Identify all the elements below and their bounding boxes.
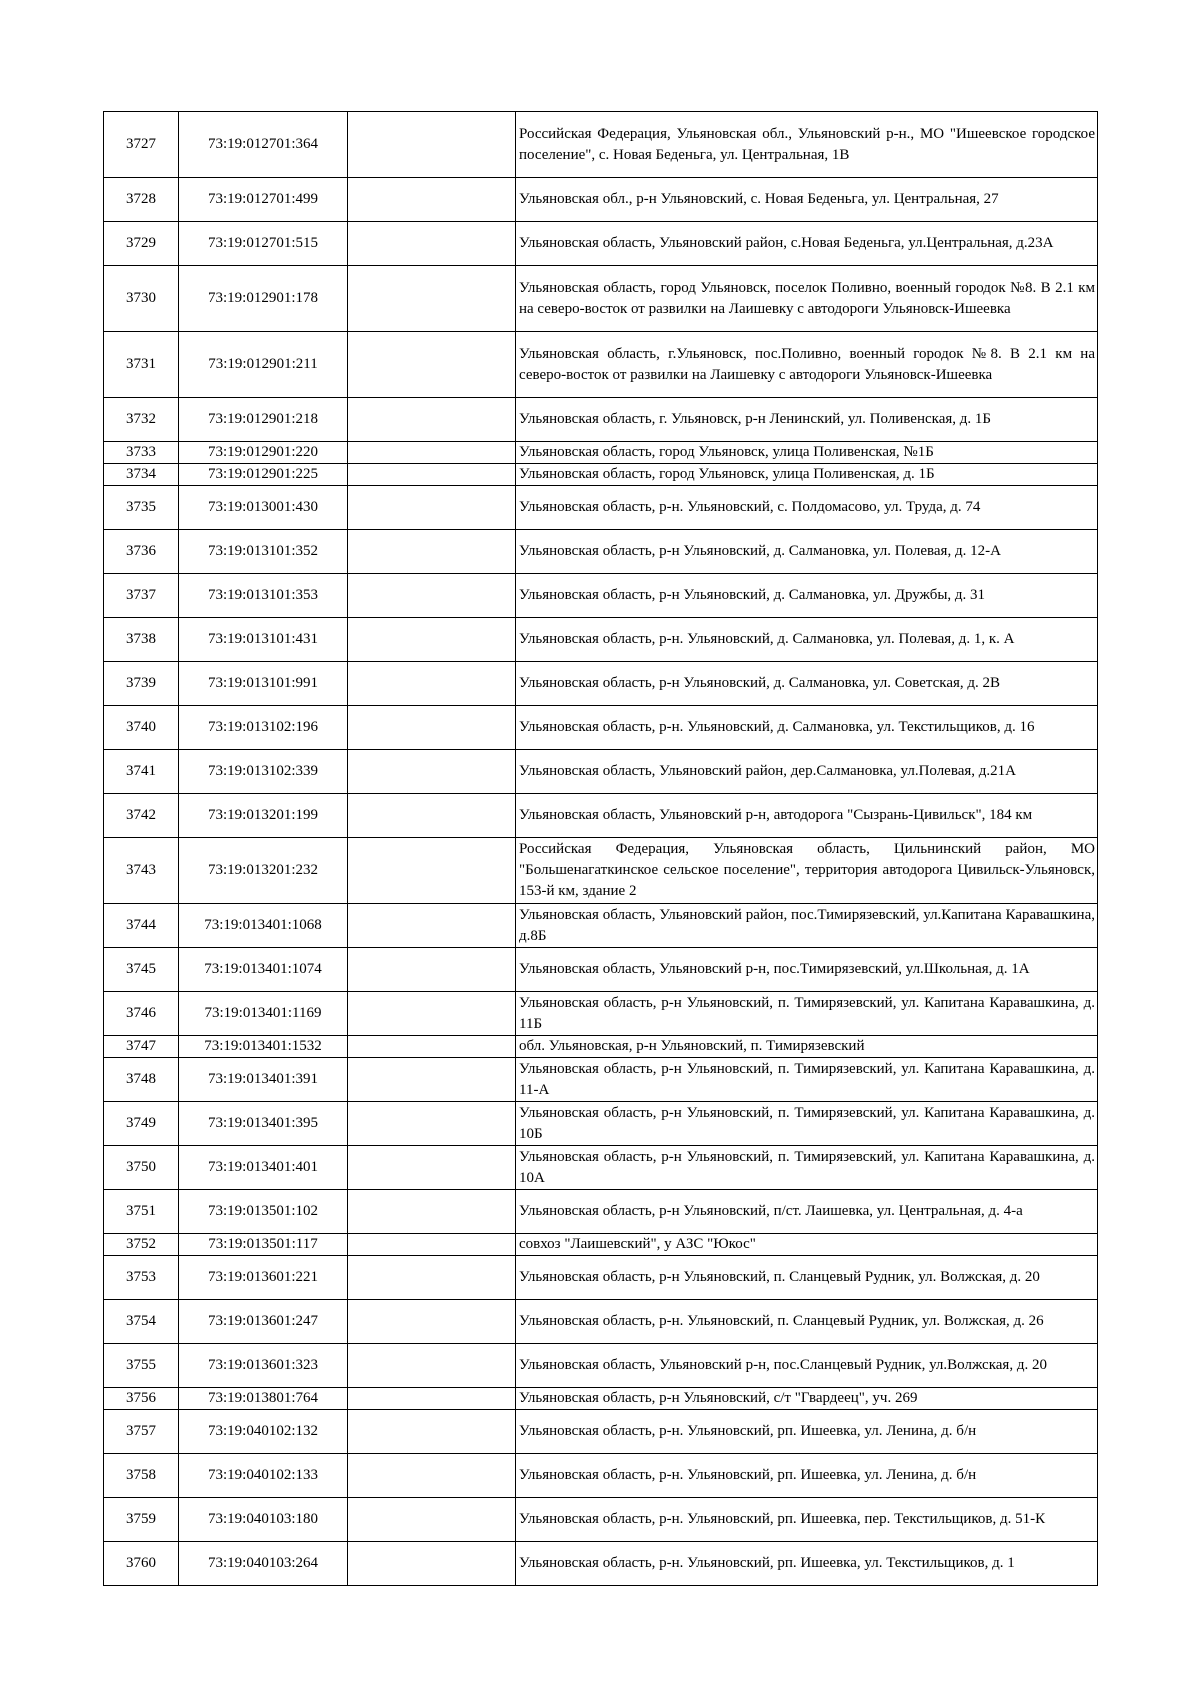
- object-name-cell: [348, 398, 516, 442]
- cadastral-number-cell: 73:19:040103:264: [179, 1542, 348, 1586]
- address-cell: Ульяновская область, Ульяновский район, пос.Тимирязевский, ул.Капитана Каравашкина, д.8Б: [516, 904, 1098, 948]
- table-row: [104, 1102, 1098, 1146]
- table-row: [104, 1058, 1098, 1102]
- table-row: [104, 1454, 1098, 1498]
- cadastral-number-cell: 73:19:013101:353: [179, 574, 348, 618]
- object-name-cell: [348, 178, 516, 222]
- table-row: [104, 464, 1098, 486]
- cadastral-number-cell: 73:19:013101:352: [179, 530, 348, 574]
- table-row: [104, 662, 1098, 706]
- address-cell: Ульяновская область, Ульяновский р-н, автодорога "Сызрань-Цивильск", 184 км: [516, 794, 1098, 838]
- address-cell: Ульяновская область, р-н Ульяновский, п. Тимирязевский, ул. Капитана Каравашкина, д. 10Б: [516, 1102, 1098, 1146]
- address-cell: Ульяновская область, Ульяновский р-н, пос.Тимирязевский, ул.Школьная, д. 1А: [516, 948, 1098, 992]
- address-cell: Российская Федерация, Ульяновская обл., Ульяновский р-н., МО "Ишеевское городское поселение", с. Новая Беденьга, ул. Центральная, 1В: [516, 112, 1098, 178]
- cadastral-number-cell: 73:19:013601:221: [179, 1256, 348, 1300]
- object-name-cell: [348, 1256, 516, 1300]
- row-number-cell: 3745: [104, 948, 179, 992]
- address-cell: Ульяновская область, р-н Ульяновский, д. Салмановка, ул. Советская, д. 2В: [516, 662, 1098, 706]
- object-name-cell: [348, 1234, 516, 1256]
- address-cell: Ульяновская область, город Ульяновск, улица Поливенская, №1Б: [516, 442, 1098, 464]
- cadastral-number-cell: 73:19:013102:196: [179, 706, 348, 750]
- address-cell: Ульяновская область, г. Ульяновск, р-н Ленинский, ул. Поливенская, д. 1Б: [516, 398, 1098, 442]
- row-number-cell: 3734: [104, 464, 179, 486]
- cadastral-number-cell: 73:19:040102:132: [179, 1410, 348, 1454]
- address-cell: Российская Федерация, Ульяновская область, Цильнинский район, МО "Большенагаткинское сельское поселение", территория автодорога Цивильск-Ульяновск, 153-й км, здание 2: [516, 838, 1098, 904]
- address-cell: Ульяновская область, Ульяновский р-н, пос.Сланцевый Рудник, ул.Волжская, д. 20: [516, 1344, 1098, 1388]
- cadastral-number-cell: 73:19:013401:1074: [179, 948, 348, 992]
- table-row: [104, 948, 1098, 992]
- row-number-cell: 3749: [104, 1102, 179, 1146]
- cadastral-number-cell: 73:19:013401:1169: [179, 992, 348, 1036]
- address-cell: Ульяновская область, р-н. Ульяновский, д. Салмановка, ул. Полевая, д. 1, к. А: [516, 618, 1098, 662]
- object-name-cell: [348, 442, 516, 464]
- address-cell: Ульяновская область, р-н Ульяновский, д. Салмановка, ул. Полевая, д. 12-А: [516, 530, 1098, 574]
- row-number-cell: 3731: [104, 332, 179, 398]
- row-number-cell: 3738: [104, 618, 179, 662]
- object-name-cell: [348, 1388, 516, 1410]
- row-number-cell: 3755: [104, 1344, 179, 1388]
- table-row: [104, 178, 1098, 222]
- row-number-cell: 3741: [104, 750, 179, 794]
- table-row: [104, 442, 1098, 464]
- cadastral-number-cell: 73:19:013601:323: [179, 1344, 348, 1388]
- object-name-cell: [348, 464, 516, 486]
- address-cell: Ульяновская область, г.Ульяновск, пос.Поливно, военный городок №8. В 2.1 км на северо-восток от развилки на Лаишевку с автодороги Ульяновск-Ишеевка: [516, 332, 1098, 398]
- row-number-cell: 3760: [104, 1542, 179, 1586]
- cadastral-number-cell: 73:19:012901:218: [179, 398, 348, 442]
- row-number-cell: 3733: [104, 442, 179, 464]
- table-row: [104, 1344, 1098, 1388]
- object-name-cell: [348, 486, 516, 530]
- cadastral-number-cell: 73:19:013401:401: [179, 1146, 348, 1190]
- row-number-cell: 3743: [104, 838, 179, 904]
- address-cell: Ульяновская область, р-н. Ульяновский, рп. Ишеевка, ул. Ленина, д. б/н: [516, 1410, 1098, 1454]
- table-row: [104, 1542, 1098, 1586]
- row-number-cell: 3744: [104, 904, 179, 948]
- cadastral-number-cell: 73:19:012701:499: [179, 178, 348, 222]
- cadastral-number-cell: 73:19:013401:395: [179, 1102, 348, 1146]
- cadastral-number-cell: 73:19:040102:133: [179, 1454, 348, 1498]
- cadastral-number-cell: 73:19:012901:211: [179, 332, 348, 398]
- row-number-cell: 3752: [104, 1234, 179, 1256]
- row-number-cell: 3751: [104, 1190, 179, 1234]
- cadastral-number-cell: 73:19:013201:199: [179, 794, 348, 838]
- address-cell: Ульяновская область, р-н Ульяновский, п/ст. Лаишевка, ул. Центральная, д. 4-а: [516, 1190, 1098, 1234]
- object-name-cell: [348, 530, 516, 574]
- table-row: [104, 1146, 1098, 1190]
- row-number-cell: 3735: [104, 486, 179, 530]
- row-number-cell: 3759: [104, 1498, 179, 1542]
- object-name-cell: [348, 1498, 516, 1542]
- table-row: [104, 486, 1098, 530]
- cadastral-number-cell: 73:19:012901:225: [179, 464, 348, 486]
- object-name-cell: [348, 706, 516, 750]
- table-row: [104, 1410, 1098, 1454]
- address-cell: Ульяновская область, р-н. Ульяновский, рп. Ишеевка, ул. Ленина, д. б/н: [516, 1454, 1098, 1498]
- row-number-cell: 3750: [104, 1146, 179, 1190]
- row-number-cell: 3729: [104, 222, 179, 266]
- object-name-cell: [348, 1058, 516, 1102]
- table-row: [104, 398, 1098, 442]
- row-number-cell: 3758: [104, 1454, 179, 1498]
- cadastral-number-cell: 73:19:013001:430: [179, 486, 348, 530]
- address-cell: обл. Ульяновская, р-н Ульяновский, п. Тимирязевский: [516, 1036, 1098, 1058]
- address-cell: Ульяновская область, р-н. Ульяновский, рп. Ишеевка, пер. Текстильщиков, д. 51-К: [516, 1498, 1098, 1542]
- object-name-cell: [348, 112, 516, 178]
- table-row: [104, 1234, 1098, 1256]
- address-cell: Ульяновская область, р-н Ульяновский, п. Тимирязевский, ул. Капитана Каравашкина, д. 11Б: [516, 992, 1098, 1036]
- table-row: [104, 222, 1098, 266]
- object-name-cell: [348, 222, 516, 266]
- address-cell: Ульяновская область, город Ульяновск, улица Поливенская, д. 1Б: [516, 464, 1098, 486]
- cadastral-number-cell: 73:19:040103:180: [179, 1498, 348, 1542]
- address-cell: Ульяновская область, р-н Ульяновский, д. Салмановка, ул. Дружбы, д. 31: [516, 574, 1098, 618]
- address-cell: Ульяновская область, Ульяновский район, дер.Салмановка, ул.Полевая, д.21А: [516, 750, 1098, 794]
- object-name-cell: [348, 1146, 516, 1190]
- table-body: [104, 112, 1098, 1586]
- row-number-cell: 3746: [104, 992, 179, 1036]
- object-name-cell: [348, 1036, 516, 1058]
- cadastral-number-cell: 73:19:013501:117: [179, 1234, 348, 1256]
- table-row: [104, 1036, 1098, 1058]
- cadastral-number-cell: 73:19:013601:247: [179, 1300, 348, 1344]
- table-row: [104, 112, 1098, 178]
- table-row: [104, 992, 1098, 1036]
- address-table: [103, 111, 1098, 1586]
- table-row: [104, 1388, 1098, 1410]
- address-cell: Ульяновская область, р-н Ульяновский, п. Тимирязевский, ул. Капитана Каравашкина, д. 11-А: [516, 1058, 1098, 1102]
- address-cell: Ульяновская область, р-н. Ульяновский, д. Салмановка, ул. Текстильщиков, д. 16: [516, 706, 1098, 750]
- row-number-cell: 3757: [104, 1410, 179, 1454]
- address-cell: Ульяновская область, р-н Ульяновский, п. Тимирязевский, ул. Капитана Каравашкина, д. 10А: [516, 1146, 1098, 1190]
- table-row: [104, 838, 1098, 904]
- table-row: [104, 750, 1098, 794]
- cadastral-number-cell: 73:19:013201:232: [179, 838, 348, 904]
- object-name-cell: [348, 992, 516, 1036]
- object-name-cell: [348, 1190, 516, 1234]
- table-row: [104, 1300, 1098, 1344]
- cadastral-number-cell: 73:19:012901:220: [179, 442, 348, 464]
- row-number-cell: 3747: [104, 1036, 179, 1058]
- row-number-cell: 3748: [104, 1058, 179, 1102]
- object-name-cell: [348, 332, 516, 398]
- object-name-cell: [348, 1300, 516, 1344]
- cadastral-number-cell: 73:19:013401:1068: [179, 904, 348, 948]
- cadastral-number-cell: 73:19:013401:391: [179, 1058, 348, 1102]
- row-number-cell: 3736: [104, 530, 179, 574]
- object-name-cell: [348, 1102, 516, 1146]
- table-row: [104, 266, 1098, 332]
- cadastral-number-cell: 73:19:013801:764: [179, 1388, 348, 1410]
- row-number-cell: 3727: [104, 112, 179, 178]
- object-name-cell: [348, 618, 516, 662]
- table-row: [104, 618, 1098, 662]
- cadastral-number-cell: 73:19:013101:431: [179, 618, 348, 662]
- object-name-cell: [348, 1542, 516, 1586]
- cadastral-number-cell: 73:19:012901:178: [179, 266, 348, 332]
- table-row: [104, 1498, 1098, 1542]
- address-cell: Ульяновская обл., р-н Ульяновский, с. Новая Беденьга, ул. Центральная, 27: [516, 178, 1098, 222]
- row-number-cell: 3739: [104, 662, 179, 706]
- cadastral-number-cell: 73:19:013401:1532: [179, 1036, 348, 1058]
- object-name-cell: [348, 948, 516, 992]
- address-cell: Ульяновская область, р-н. Ульяновский, рп. Ишеевка, ул. Текстильщиков, д. 1: [516, 1542, 1098, 1586]
- cadastral-number-cell: 73:19:012701:364: [179, 112, 348, 178]
- row-number-cell: 3737: [104, 574, 179, 618]
- table-row: [104, 530, 1098, 574]
- object-name-cell: [348, 904, 516, 948]
- object-name-cell: [348, 1454, 516, 1498]
- address-cell: Ульяновская область, город Ульяновск, поселок Поливно, военный городок №8. В 2.1 км на северо-восток от развилки на Лаишевку с автодороги Ульяновск-Ишеевка: [516, 266, 1098, 332]
- object-name-cell: [348, 662, 516, 706]
- table-row: [104, 1190, 1098, 1234]
- table-row: [104, 574, 1098, 618]
- address-cell: Ульяновская область, р-н. Ульяновский, п. Сланцевый Рудник, ул. Волжская, д. 26: [516, 1300, 1098, 1344]
- row-number-cell: 3730: [104, 266, 179, 332]
- object-name-cell: [348, 750, 516, 794]
- object-name-cell: [348, 1344, 516, 1388]
- address-cell: Ульяновская область, Ульяновский район, с.Новая Беденьга, ул.Центральная, д.23А: [516, 222, 1098, 266]
- object-name-cell: [348, 1410, 516, 1454]
- row-number-cell: 3728: [104, 178, 179, 222]
- object-name-cell: [348, 838, 516, 904]
- row-number-cell: 3754: [104, 1300, 179, 1344]
- cadastral-number-cell: 73:19:012701:515: [179, 222, 348, 266]
- cadastral-number-cell: 73:19:013101:991: [179, 662, 348, 706]
- row-number-cell: 3740: [104, 706, 179, 750]
- address-cell: Ульяновская область, р-н. Ульяновский, с. Полдомасово, ул. Труда, д. 74: [516, 486, 1098, 530]
- row-number-cell: 3732: [104, 398, 179, 442]
- table-row: [104, 904, 1098, 948]
- table-row: [104, 1256, 1098, 1300]
- address-cell: совхоз "Лаишевский", у АЗС "Юкос": [516, 1234, 1098, 1256]
- row-number-cell: 3742: [104, 794, 179, 838]
- object-name-cell: [348, 574, 516, 618]
- cadastral-number-cell: 73:19:013501:102: [179, 1190, 348, 1234]
- address-cell: Ульяновская область, р-н Ульяновский, п. Сланцевый Рудник, ул. Волжская, д. 20: [516, 1256, 1098, 1300]
- row-number-cell: 3756: [104, 1388, 179, 1410]
- address-cell: Ульяновская область, р-н Ульяновский, с/т "Гвардеец", уч. 269: [516, 1388, 1098, 1410]
- object-name-cell: [348, 266, 516, 332]
- table-row: [104, 332, 1098, 398]
- table-row: [104, 794, 1098, 838]
- row-number-cell: 3753: [104, 1256, 179, 1300]
- table-row: [104, 706, 1098, 750]
- cadastral-number-cell: 73:19:013102:339: [179, 750, 348, 794]
- object-name-cell: [348, 794, 516, 838]
